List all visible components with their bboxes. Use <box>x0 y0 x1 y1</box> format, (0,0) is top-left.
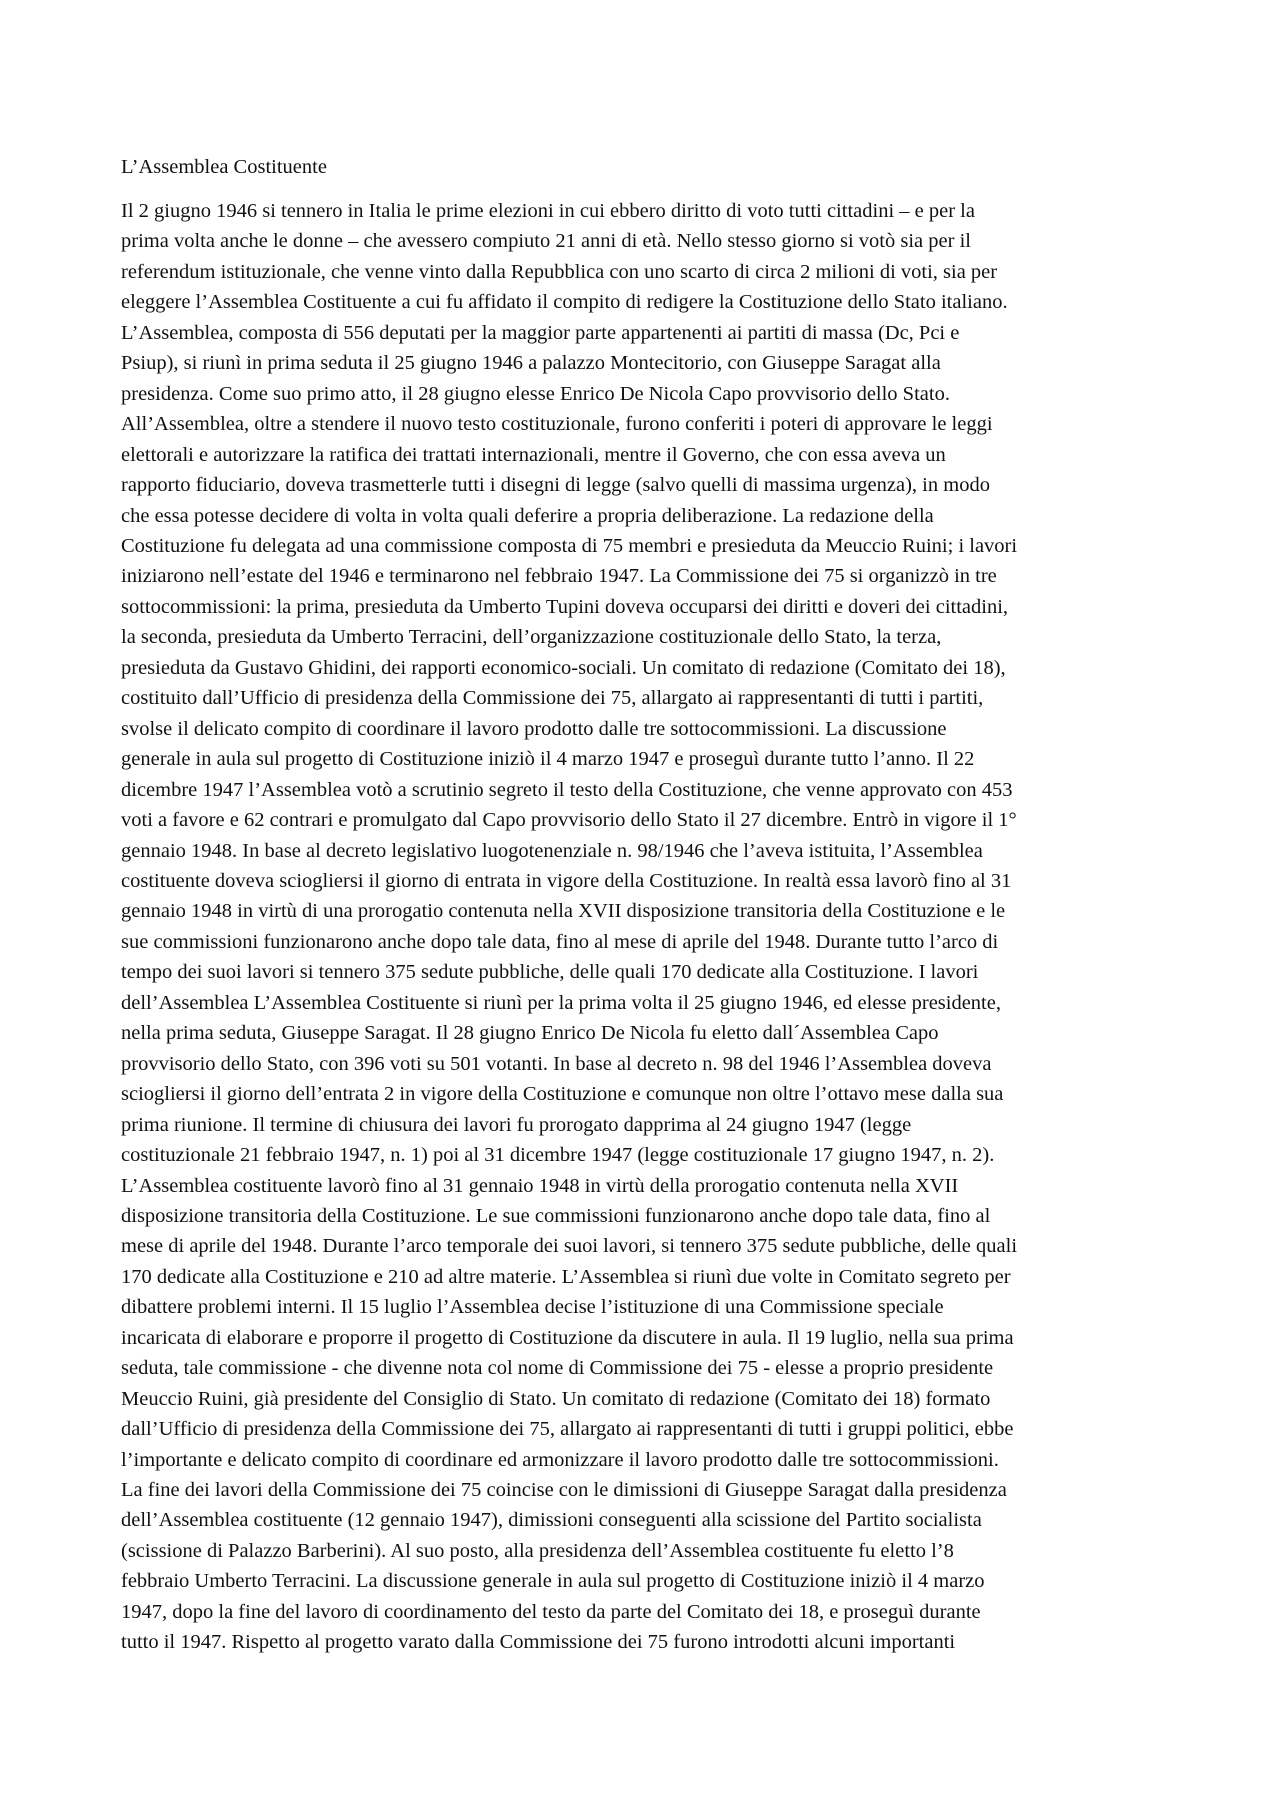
text-line: l’importante e delicato compito di coordinare ed armonizzare il lavoro prodotto dalle tre sottocommissioni. <box>121 1448 999 1471</box>
text-line: dibattere problemi interni. Il 15 luglio l’Assemblea decise l’istituzione di una Commissione speciale <box>121 1296 944 1319</box>
document-content <box>121 152 1171 1658</box>
text-line: tutto il 1947. Rispetto al progetto varato dalla Commissione dei 75 furono introdotti alcuni importanti <box>121 1631 956 1654</box>
text-line: febbraio Umberto Terracini. La discussione generale in aula sul progetto di Costituzione iniziò il 4 marzo <box>121 1570 985 1593</box>
text-line: rapporto fiduciario, doveva trasmetterle tutti i disegni di legge (salvo quelli di massima urgenza), in modo <box>121 474 990 497</box>
text-line: 170 dedicate alla Costituzione e 210 ad altre materie. L’Assemblea si riunì due volte in Comitato segreto per <box>121 1265 1011 1288</box>
body-paragraph <box>121 196 1171 1658</box>
text-line: prima volta anche le donne – che avessero compiuto 21 anni di età. Nello stesso giorno si votò sia per il <box>121 230 971 253</box>
text-line: disposizione transitoria della Costituzione. Le sue commissioni funzionarono anche dopo tale data, fino al <box>121 1204 991 1227</box>
text-line: la seconda, presieduta da Umberto Terracini, dell’organizzazione costituzionale dello Stato, la terza, <box>121 626 942 649</box>
text-line: voti a favore e 62 contrari e promulgato dal Capo provvisorio dello Stato il 27 dicembre. Entrò in vigore il 1° <box>121 809 1017 832</box>
text-line: costituente doveva sciogliersi il giorno di entrata in vigore della Costituzione. In realtà essa lavorò fino al 31 <box>121 869 1012 892</box>
page-title: L’Assemblea Costituente <box>121 156 327 178</box>
text-line: All’Assemblea, oltre a stendere il nuovo testo costituzionale, furono conferiti i poteri di approvare le leggi <box>121 413 993 436</box>
text-line: L’Assemblea costituente lavorò fino al 31 gennaio 1948 in virtù della prorogatio contenuta nella XVII <box>121 1174 959 1197</box>
text-line: che essa potesse decidere di volta in volta quali deferire a propria deliberazione. La redazione della <box>121 504 934 527</box>
text-line: seduta, tale commissione - che divenne nota col nome di Commissione dei 75 - elesse a proprio presidente <box>121 1357 994 1380</box>
text-line: elettorali e autorizzare la ratifica dei trattati internazionali, mentre il Governo, che con essa aveva un <box>121 443 946 466</box>
text-line: dell’Assemblea costituente (12 gennaio 1947), dimissioni conseguenti alla scissione del Partito socialista <box>121 1509 982 1532</box>
text-line: Psiup), si riunì in prima seduta il 25 giugno 1946 a palazzo Montecitorio, con Giuseppe Saragat alla <box>121 352 941 375</box>
text-line: La fine dei lavori della Commissione dei 75 coincise con le dimissioni di Giuseppe Saragat dalla presidenza <box>121 1479 1007 1502</box>
text-line: incaricata di elaborare e proporre il progetto di Costituzione da discutere in aula. Il 19 luglio, nella sua prima <box>121 1326 1014 1349</box>
text-line: costituzionale 21 febbraio 1947, n. 1) poi al 31 dicembre 1947 (legge costituzionale 17 giugno 1947, n. 2). <box>121 1144 995 1167</box>
text-line: prima riunione. Il termine di chiusura dei lavori fu prorogato dapprima al 24 giugno 1947 (legge <box>121 1113 912 1136</box>
text-line: L’Assemblea, composta di 556 deputati per la maggior parte appartenenti ai partiti di massa (Dc, Pci e <box>121 321 960 344</box>
text-line: sciogliersi il giorno dell’entrata 2 in vigore della Costituzione e comunque non oltre l’ottavo mese dalla sua <box>121 1083 1004 1106</box>
text-line: tempo dei suoi lavori si tennero 375 sedute pubbliche, delle quali 170 dedicate alla Costituzione. I lavori <box>121 961 979 984</box>
text-line: presidenza. Come suo primo atto, il 28 giugno elesse Enrico De Nicola Capo provvisorio dello Stato. <box>121 382 950 405</box>
text-line: dell’Assemblea L’Assemblea Costituente si riunì per la prima volta il 25 giugno 1946, ed elesse presidente, <box>121 991 1001 1014</box>
text-line: dall’Ufficio di presidenza della Commissione dei 75, allargato ai rappresentanti di tutti i gruppi politici, ebbe <box>121 1418 1014 1441</box>
text-line: iniziarono nell’estate del 1946 e terminarono nel febbraio 1947. La Commissione dei 75 si organizzò in tre <box>121 565 997 588</box>
text-line: svolse il delicato compito di coordinare il lavoro prodotto dalle tre sottocommissioni. La discussione <box>121 717 947 740</box>
text-line: sue commissioni funzionarono anche dopo tale data, fino al mese di aprile del 1948. Durante tutto l’arco di <box>121 930 999 953</box>
text-line: eleggere l’Assemblea Costituente a cui fu affidato il compito di redigere la Costituzione dello Stato italiano. <box>121 291 1008 314</box>
text-line: presieduta da Gustavo Ghidini, dei rapporti economico-sociali. Un comitato di redazione (Comitato dei 18), <box>121 656 1006 679</box>
text-line: generale in aula sul progetto di Costituzione iniziò il 4 marzo 1947 e proseguì durante tutto l’anno. Il 22 <box>121 748 975 771</box>
text-line: gennaio 1948. In base al decreto legislativo luogotenenziale n. 98/1946 che l’aveva istituita, l’Assemblea <box>121 839 983 862</box>
text-line: dicembre 1947 l’Assemblea votò a scrutinio segreto il testo della Costituzione, che venne approvato con 453 <box>121 778 1013 801</box>
text-line: nella prima seduta, Giuseppe Saragat. Il 28 giugno Enrico De Nicola fu eletto dall´Assemblea Capo <box>121 1022 939 1045</box>
text-line: gennaio 1948 in virtù di una prorogatio contenuta nella XVII disposizione transitoria della Costituzione e le <box>121 900 1006 923</box>
text-line: 1947, dopo la fine del lavoro di coordinamento del testo da parte del Comitato dei 18, e proseguì durante <box>121 1600 981 1623</box>
text-line: costituito dall’Ufficio di presidenza della Commissione dei 75, allargato ai rappresentanti di tutti i partiti, <box>121 687 984 710</box>
text-line: referendum istituzionale, che venne vinto dalla Repubblica con uno scarto di circa 2 milioni di voti, sia per <box>121 260 998 283</box>
text-line: sottocommissioni: la prima, presieduta da Umberto Tupini doveva occuparsi dei diritti e doveri dei cittadini, <box>121 595 1009 618</box>
text-line: (scissione di Palazzo Barberini). Al suo posto, alla presidenza dell’Assemblea costituente fu eletto l’8 <box>121 1539 954 1562</box>
text-line: Meuccio Ruini, già presidente del Consiglio di Stato. Un comitato di redazione (Comitato dei 18) formato <box>121 1387 991 1410</box>
text-line: Costituzione fu delegata ad una commissione composta di 75 membri e presieduta da Meuccio Ruini; i lavori <box>121 534 1018 557</box>
text-line: provvisorio dello Stato, con 396 voti su 501 votanti. In base al decreto n. 98 del 1946 l’Assemblea doveva <box>121 1052 992 1075</box>
text-line: Il 2 giugno 1946 si tennero in Italia le prime elezioni in cui ebbero diritto di voto tutti cittadini – e per la <box>121 200 975 222</box>
text-line: mese di aprile del 1948. Durante l’arco temporale dei suoi lavori, si tennero 375 sedute pubbliche, delle quali <box>121 1235 1018 1258</box>
